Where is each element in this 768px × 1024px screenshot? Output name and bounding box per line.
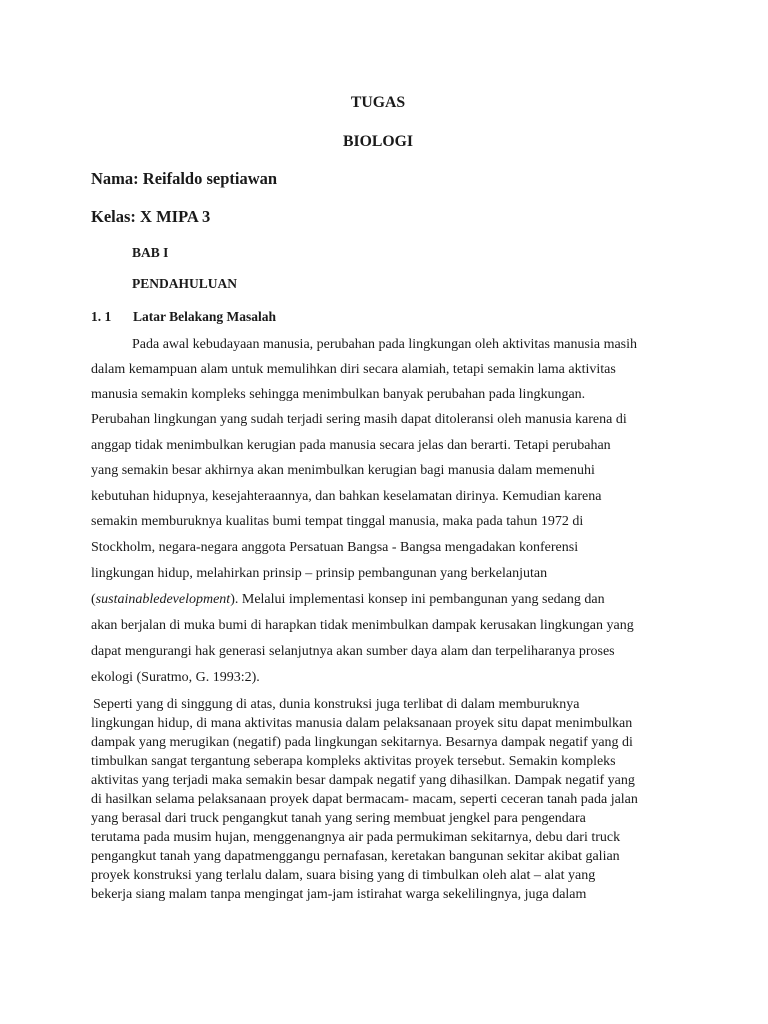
paragraph2-line: bekerja siang malam tanpa mengingat jam-jam istirahat warga sekelilingnya, juga dalam [91, 887, 587, 902]
paragraph1-line: semakin memburuknya kualitas bumi tempat tinggal manusia, maka pada tahun 1972 di [91, 514, 584, 529]
paragraph2-line: pengangkut tanah yang dapatmenggangu pernafasan, keretakan bangunan sekitar akibat galian [91, 849, 620, 864]
paragraph2-line: yang berasal dari truck pengangkut tanah yang sering membuat jengkel para pengendara [91, 811, 586, 826]
paragraph1-line: akan berjalan di muka bumi di harapkan tidak menimbulkan dampak kerusakan lingkungan yang [91, 618, 634, 633]
paragraph2-line: terutama pada musim hujan, menggenangnya air pada permukiman sekitarnya, debu dari truck [91, 830, 621, 845]
paragraph1-line: dapat mengurangi hak generasi selanjutnya akan sumber daya alam dan terpeliharanya proses [91, 644, 615, 659]
paragraph1-line: ekologi (Suratmo, G. 1993:2). [91, 670, 260, 685]
paragraph1-line: Perubahan lingkungan yang sudah terjadi sering masih dapat ditoleransi oleh manusia karena di [91, 412, 627, 427]
section-number: 1. 1 [91, 309, 112, 324]
paragraph1-line: kebutuhan hidupnya, kesejahteraannya, dan bahkan keselamatan dirinya. Kemudian karena [91, 489, 602, 504]
paren-open: ( [91, 592, 96, 607]
paragraph2-line: lingkungan hidup, di mana aktivitas manusia dalam pelaksanaan proyek situ dapat menimbulkan [91, 716, 633, 731]
paragraph2-line: proyek konstruksi yang terlalu dalam, suara bising yang di timbulkan oleh alat – alat yang [91, 868, 596, 883]
paragraph2-line: timbulkan sangat tergantung seberapa kompleks aktivitas proyek tersebut. Semakin kompleks [91, 754, 616, 769]
student-name: Nama: Reifaldo septiawan [91, 169, 278, 188]
paragraph1-line: Pada awal kebudayaan manusia, perubahan pada lingkungan oleh aktivitas manusia masih [132, 337, 638, 352]
paragraph2-line: Seperti yang di singgung di atas, dunia konstruksi juga terlibat di dalam memburuknya [93, 697, 580, 712]
section-title: Latar Belakang Masalah [133, 309, 277, 324]
document-title: TUGAS [350, 94, 406, 111]
chapter-number: BAB I [132, 245, 169, 260]
paragraph2-line: di hasilkan selama pelaksanaan proyek dapat bermacam- macam, seperti ceceran tanah pada jalan [91, 792, 638, 807]
document-subject: BIOLOGI [342, 133, 414, 150]
student-class: Kelas: X MIPA 3 [91, 207, 211, 226]
paragraph1-line: anggap tidak menimbulkan kerugian pada manusia secara jelas dan berarti. Tetapi perubahan [91, 438, 611, 453]
paragraph1-line: lingkungan hidup, melahirkan prinsip – prinsip pembangunan yang berkelanjutan [91, 566, 548, 581]
paragraph2-line: dampak yang merugikan (negatif) pada lingkungan sekitarnya. Besarnya dampak negatif yang di [91, 735, 633, 750]
paragraph1-line: dalam kemampuan alam untuk memulihkan diri secara alamiah, tetapi semakin lama aktivitas [91, 362, 616, 377]
chapter-title: PENDAHULUAN [132, 276, 238, 291]
paragraph1-line: manusia semakin kompleks sehingga menimbulkan banyak perubahan pada lingkungan. [91, 387, 586, 402]
paragraph1-line: Stockholm, negara-negara anggota Persatuan Bangsa - Bangsa mengadakan konferensi [91, 540, 579, 555]
paragraph1-line [91, 592, 605, 608]
paragraph2-line: aktivitas yang terjadi maka semakin besar dampak negatif yang dihasilkan. Dampak negatif yang [91, 773, 635, 788]
paragraph1-line: yang semakin besar akhirnya akan menimbulkan kerugian bagi manusia dalam memenuhi [91, 463, 595, 478]
italic-term: sustainabledevelopment [95, 592, 231, 607]
paragraph1-line-rest: ). Melalui implementasi konsep ini pembangunan yang sedang dan [230, 592, 605, 607]
